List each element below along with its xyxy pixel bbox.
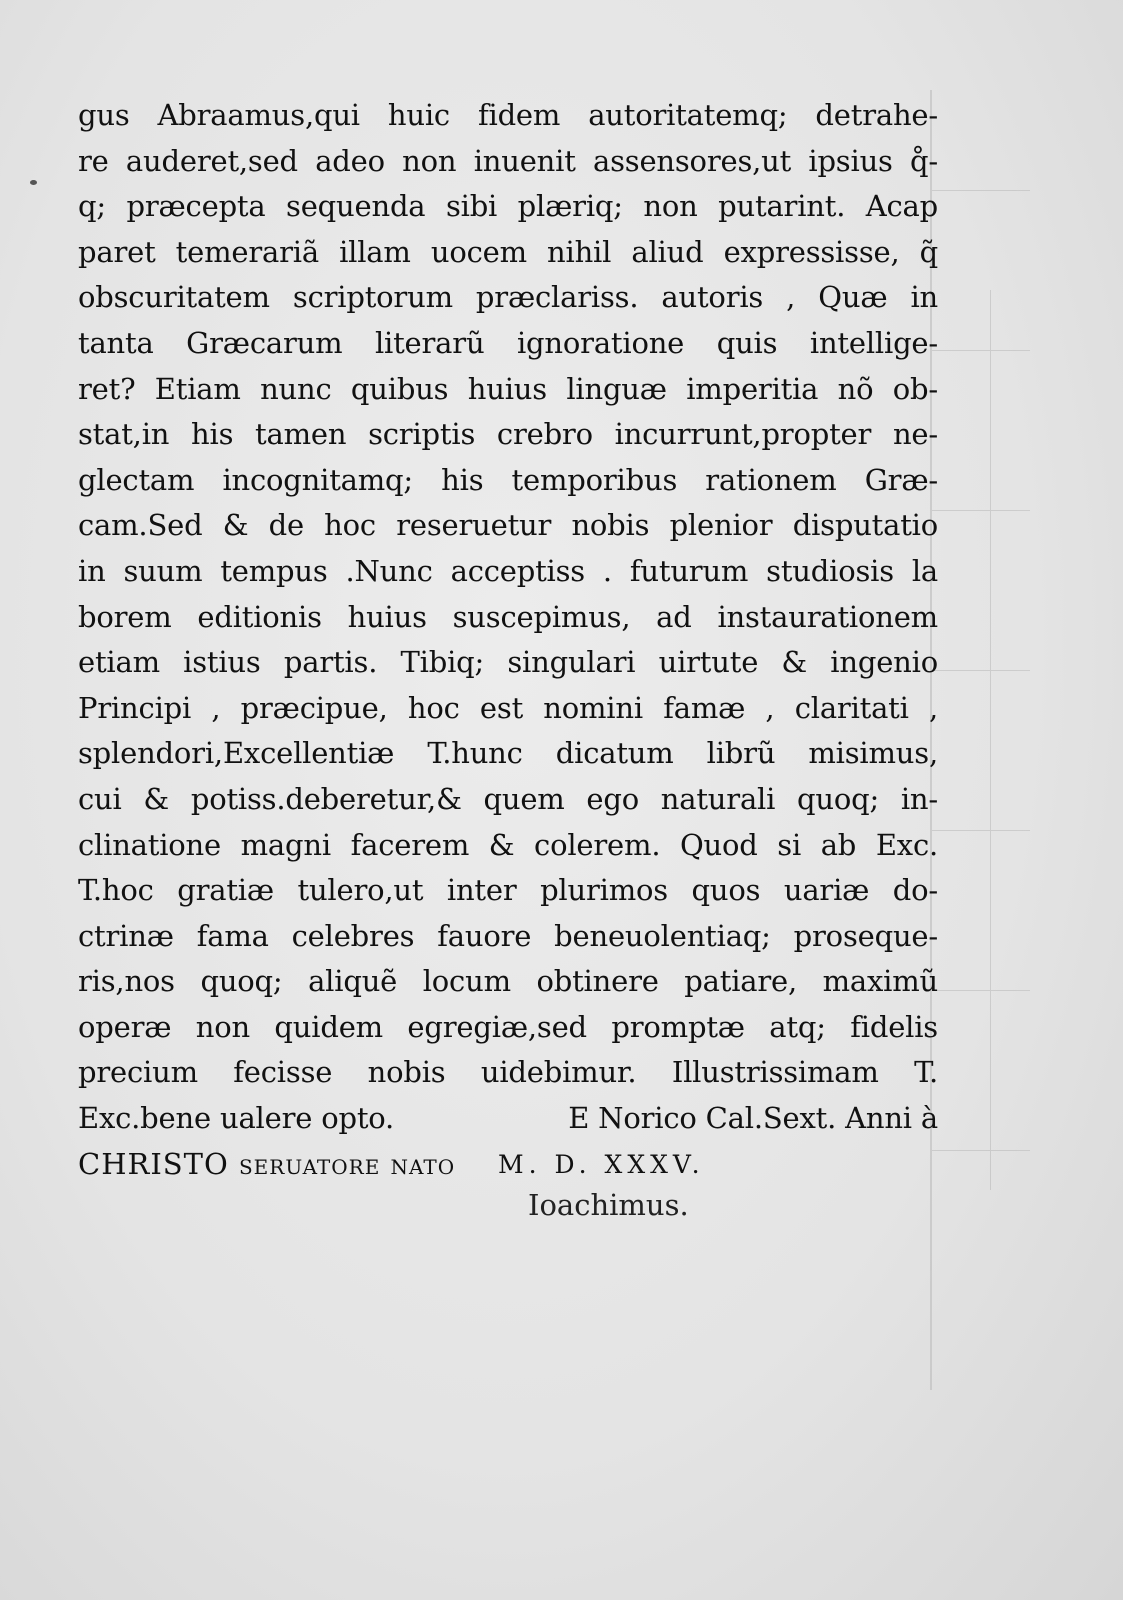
text-line: ris,nos quoq; aliquẽ locum obtinere patiare, maximũ (78, 964, 938, 999)
text-line: tanta Græcarum literarũ ignoratione quis intellige- (78, 325, 938, 360)
text-line: q; præcepta sequenda sibi plæriq; non putarint. Acap (78, 189, 938, 224)
date-line (78, 1096, 938, 1142)
text-line: borem editionis huius suscepimus, ad instaurationem (78, 599, 938, 634)
text-line: ret? Etiam nunc quibus huius linguæ imperitia nõ ob- (78, 371, 938, 406)
text-line: in suum tempus .Nunc acceptiss . futurum studiosis la (78, 553, 938, 588)
body-text (78, 93, 938, 1187)
text-line: T.hoc gratiæ tulero,ut inter plurimos quos uariæ do- (78, 873, 938, 908)
text-line: re auderet,sed adeo non inuenit assensores,ut ipsius q̊- (78, 143, 938, 178)
text-line: cam.Sed & de hoc reseruetur nobis plenior disputatio (78, 508, 938, 543)
text-line: etiam istius partis. Tibiq; singulari uirtute & ingenio (78, 645, 938, 680)
text-line: stat,in his tamen scriptis crebro incurrunt,propter ne- (78, 417, 938, 452)
text-line: paret temerariã illam uocem nihil aliud expressisse, q̃ (78, 234, 938, 269)
closing-name: Ioachimus. (528, 1188, 689, 1222)
text-line: clinatione magni facerem & colerem. Quod si ab Exc. (78, 827, 938, 862)
text-line: cui & potiss.deberetur,& quem ego naturali quoq; in- (78, 781, 938, 816)
text-line: gus Abraamus,qui huic fidem autoritatemq; detrahe- (78, 98, 938, 132)
text-line: precium fecisse nobis uidebimur. Illustrissimam T. (78, 1055, 938, 1090)
ink-spot (30, 180, 37, 185)
bleed-through-table (930, 90, 1030, 1390)
year-numeral: M. D. XXXV. (498, 1149, 705, 1179)
text-line: Principi , præcipue, hoc est nomini famæ , claritati , (78, 690, 938, 725)
text-line: obscuritatem scriptorum præclariss. autoris , Quæ in (78, 280, 938, 315)
date-line-right: E Norico Cal.Sext. Anni à (568, 1101, 938, 1136)
signature-line (78, 1142, 938, 1188)
signature-line-left: CHRISTO seruatore nato (78, 1146, 456, 1181)
text-line: glectam incognitamq; his temporibus rationem Græ- (78, 462, 938, 497)
text-line: ctrinæ fama celebres fauore beneuolentiaq; proseque- (78, 918, 938, 953)
date-line-left: Exc.bene ualere opto. (78, 1101, 395, 1136)
text-line: splendori,Excellentiæ T.hunc dicatum librũ misimus, (78, 736, 938, 771)
text-line: operæ non quidem egregiæ,sed promptæ atq; fidelis (78, 1009, 938, 1044)
